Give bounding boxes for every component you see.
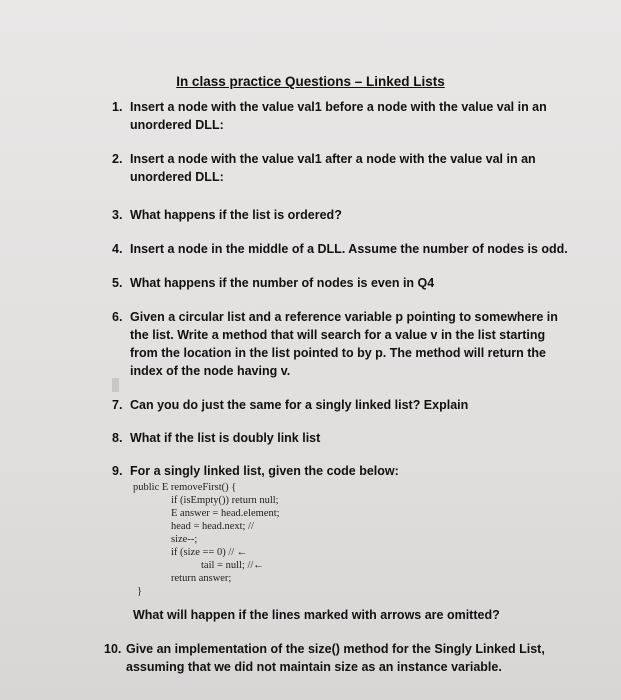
question-text: For a singly linked list, given the code below: (130, 464, 399, 478)
question-text: What happens if the list is ordered? (130, 208, 342, 222)
code-line: size--; (171, 534, 198, 545)
question-number: 10. (104, 642, 122, 656)
question-text: Give an implementation of the size() method for the Singly Linked List, assuming that we did not maintain size as an instance variable. (126, 642, 545, 674)
question-number: 2. (112, 152, 123, 166)
question-10 (104, 640, 564, 676)
question-3 (112, 206, 562, 224)
question-4 (112, 240, 572, 258)
code-snippet (133, 481, 280, 598)
question-number: 3. (112, 208, 123, 222)
question-8 (112, 429, 562, 447)
code-line: if (isEmpty()) return null; (171, 495, 279, 506)
code-line: head = head.next; // (171, 521, 254, 532)
question-text: Can you do just the same for a singly linked list? Explain (130, 398, 469, 412)
code-line: E answer = head.element; (171, 508, 280, 519)
question-number: 1. (112, 100, 123, 114)
question-text: What if the list is doubly link list (130, 431, 321, 445)
question-6 (112, 308, 572, 380)
scribble-mark (112, 378, 119, 392)
question-7 (112, 396, 562, 414)
code-line: tail = null; //← (201, 560, 264, 571)
code-line: } (137, 586, 143, 597)
question-number: 6. (112, 310, 123, 324)
question-9-followup (133, 606, 553, 624)
question-number: 9. (112, 464, 123, 478)
question-number: 5. (112, 276, 123, 290)
question-text: Insert a node with the value val1 before a node with the value val in an unordered DLL: (130, 100, 547, 132)
question-5 (112, 274, 562, 292)
question-text: Insert a node with the value val1 after a node with the value val in an unordered DLL: (130, 152, 536, 184)
question-text: Insert a node in the middle of a DLL. Assume the number of nodes is odd. (130, 242, 568, 256)
code-line: return answer; (171, 573, 232, 584)
question-text: What happens if the number of nodes is even in Q4 (130, 276, 435, 290)
code-line: public E removeFirst() { (133, 482, 237, 493)
question-9 (112, 462, 562, 480)
question-number: 7. (112, 398, 123, 412)
question-2 (112, 150, 562, 186)
question-text: What will happen if the lines marked with arrows are omitted? (133, 608, 500, 622)
question-number: 4. (112, 242, 123, 256)
code-line: if (size == 0) // ← (171, 547, 248, 558)
question-text: Given a circular list and a reference variable p pointing to somewhere in the list. Write a method that will search for a value v in the list starting from the location in the list pointed to by p. The method will return the index of the node having v. (130, 310, 558, 378)
page-title: In class practice Questions – Linked Lists (176, 74, 445, 89)
question-1 (112, 98, 562, 134)
question-number: 8. (112, 431, 123, 445)
